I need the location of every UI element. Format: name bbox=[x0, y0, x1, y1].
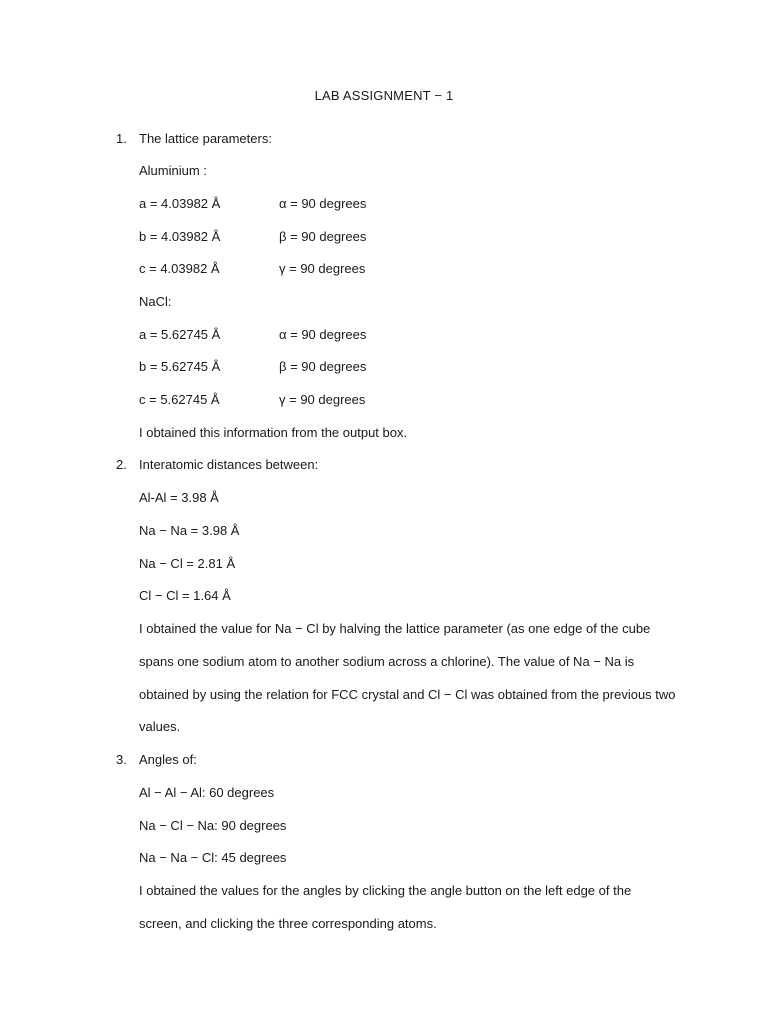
section-3-explanation-line-2: screen, and clicking the three corresponding atoms. bbox=[139, 916, 437, 931]
section-3-number: 3. bbox=[116, 752, 127, 767]
nacl-param-a: a = 5.62745 Å bbox=[139, 327, 221, 342]
section-2-explanation-line-4: values. bbox=[139, 719, 181, 734]
section-1-heading: The lattice parameters: bbox=[139, 131, 272, 146]
nacl-label: NaCl: bbox=[139, 294, 172, 309]
aluminium-angle-beta: β = 90 degrees bbox=[279, 229, 367, 244]
distance-na-cl: Na − Cl = 2.81 Å bbox=[139, 556, 236, 571]
section-3-heading: Angles of: bbox=[139, 752, 197, 767]
section-2-explanation-line-1: I obtained the value for Na − Cl by halving the lattice parameter (as one edge of the cube bbox=[139, 621, 651, 636]
section-1-note: I obtained this information from the output box. bbox=[139, 425, 408, 440]
section-2-explanation-line-3: obtained by using the relation for FCC crystal and Cl − Cl was obtained from the previous two bbox=[139, 687, 676, 702]
aluminium-param-c: c = 4.03982 Å bbox=[139, 261, 220, 276]
document-title: LAB ASSIGNMENT − 1 bbox=[314, 88, 454, 103]
section-2-number: 2. bbox=[116, 457, 127, 472]
section-2-heading: Interatomic distances between: bbox=[139, 457, 319, 472]
section-3-explanation-line-1: I obtained the values for the angles by clicking the angle button on the left edge of the bbox=[139, 883, 632, 898]
nacl-angle-gamma: γ = 90 degrees bbox=[279, 392, 366, 407]
aluminium-param-b: b = 4.03982 Å bbox=[139, 229, 221, 244]
distance-cl-cl: Cl − Cl = 1.64 Å bbox=[139, 588, 231, 603]
section-2-explanation-line-2: spans one sodium atom to another sodium across a chlorine). The value of Na − Na is bbox=[139, 654, 635, 669]
nacl-param-b: b = 5.62745 Å bbox=[139, 359, 221, 374]
angle-na-na-cl: Na − Na − Cl: 45 degrees bbox=[139, 850, 287, 865]
nacl-angle-alpha: α = 90 degrees bbox=[279, 327, 367, 342]
nacl-angle-beta: β = 90 degrees bbox=[279, 359, 367, 374]
aluminium-angle-alpha: α = 90 degrees bbox=[279, 196, 367, 211]
distance-al-al: Al-Al = 3.98 Å bbox=[139, 490, 219, 505]
distance-na-na: Na − Na = 3.98 Å bbox=[139, 523, 240, 538]
section-1-number: 1. bbox=[116, 131, 127, 146]
aluminium-param-a: a = 4.03982 Å bbox=[139, 196, 221, 211]
aluminium-angle-gamma: γ = 90 degrees bbox=[279, 261, 366, 276]
angle-al-al-al: Al − Al − Al: 60 degrees bbox=[139, 785, 275, 800]
angle-na-cl-na: Na − Cl − Na: 90 degrees bbox=[139, 818, 287, 833]
nacl-param-c: c = 5.62745 Å bbox=[139, 392, 220, 407]
aluminium-label: Aluminium : bbox=[139, 163, 207, 178]
